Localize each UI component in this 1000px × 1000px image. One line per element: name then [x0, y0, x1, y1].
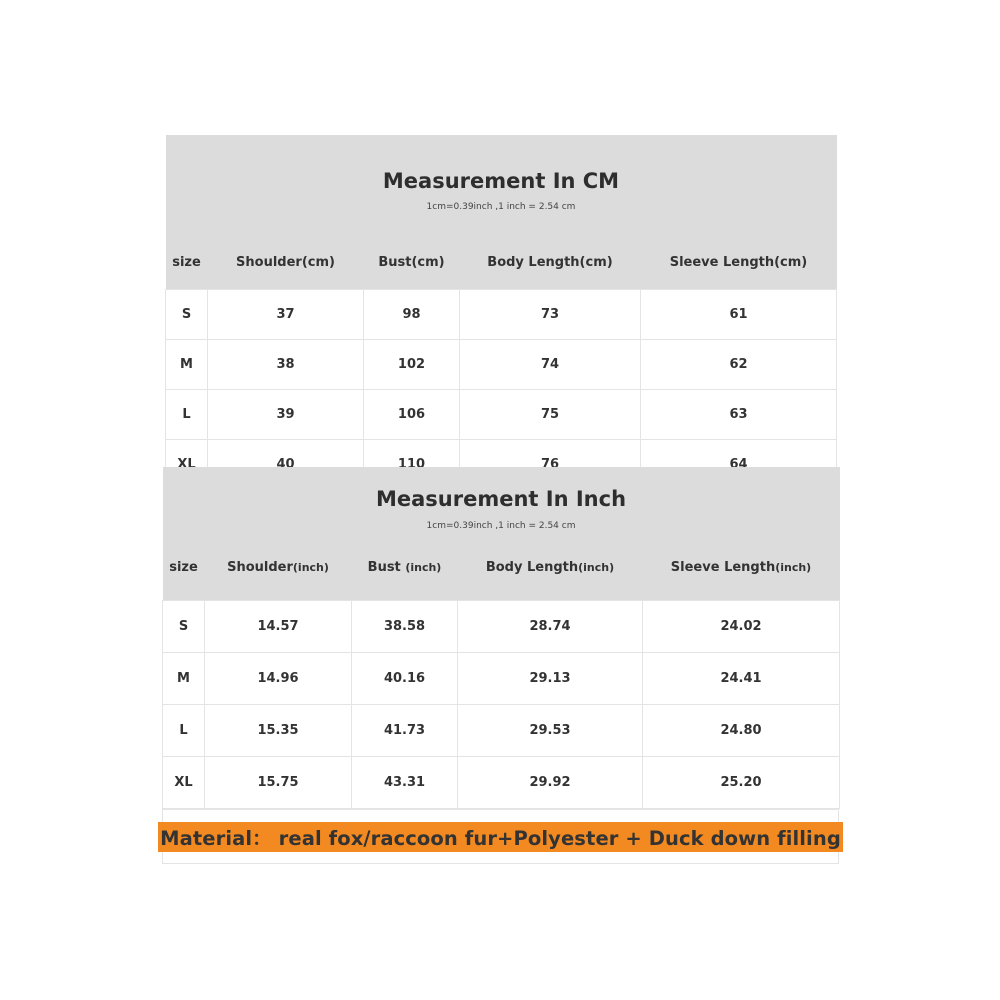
table-cell: 29.92 — [458, 757, 643, 809]
table-row — [163, 705, 840, 757]
header-label: Shoulder — [227, 560, 293, 575]
table-cell: 40 — [208, 440, 364, 490]
size-table-inch — [162, 467, 840, 809]
table-cell: L — [163, 705, 205, 757]
table-cell: 15.75 — [205, 757, 352, 809]
cm-conversion-note: 1cm=0.39inch ,1 inch = 2.54 cm — [426, 201, 576, 212]
material-text: Material： real fox/raccoon fur+Polyester + Duck down filling — [158, 822, 843, 852]
table-cell: M — [166, 340, 208, 390]
table-cell: 61 — [641, 290, 837, 340]
column-header-bust — [352, 535, 458, 601]
table-cell: 62 — [641, 340, 837, 390]
header-label: Bust — [367, 560, 406, 575]
table-cell: S — [166, 290, 208, 340]
table-cell: 14.57 — [205, 601, 352, 653]
table-cell: 24.02 — [643, 601, 840, 653]
table-cell: 43.31 — [352, 757, 458, 809]
material-note — [162, 809, 839, 864]
column-header-bust: Bust(cm) — [378, 254, 445, 270]
table-cell: 29.13 — [458, 653, 643, 705]
column-header-sleeve-length: Sleeve Length(cm) — [669, 254, 808, 270]
column-header-shoulder: Shoulder(cm) — [236, 254, 335, 270]
table-row — [163, 757, 840, 809]
table-cell: L — [166, 390, 208, 440]
table-cell: 40.16 — [352, 653, 458, 705]
table-cell: 102 — [364, 340, 460, 390]
header-label: Sleeve Length — [670, 560, 776, 575]
header-label: Body Length — [485, 560, 579, 575]
table-cell: 24.41 — [643, 653, 840, 705]
table-cell: XL — [163, 757, 205, 809]
table-cell: 38 — [208, 340, 364, 390]
table-cell: 64 — [641, 440, 837, 490]
table-row — [166, 290, 837, 340]
table-row — [166, 390, 837, 440]
table-cell: 37 — [208, 290, 364, 340]
inch-table-title: Measurement In Inch — [376, 487, 627, 511]
table-cell: 14.96 — [205, 653, 352, 705]
column-header-size — [163, 535, 205, 601]
table-cell: 110 — [364, 440, 460, 490]
table-cell: 38.58 — [352, 601, 458, 653]
table-cell: 63 — [641, 390, 837, 440]
table-cell: 73 — [460, 290, 641, 340]
table-cell: 29.53 — [458, 705, 643, 757]
size-table-cm — [165, 135, 837, 490]
table-row — [163, 601, 840, 653]
column-header-body-length: Body Length(cm) — [487, 254, 613, 270]
column-header-body-length — [458, 535, 643, 601]
table-cell: XL — [166, 440, 208, 490]
table-cell: 98 — [364, 290, 460, 340]
table-cell: M — [163, 653, 205, 705]
table-cell: 39 — [208, 390, 364, 440]
header-unit: (inch) — [578, 561, 615, 574]
table-cell: 25.20 — [643, 757, 840, 809]
cm-table-title: Measurement In CM — [382, 168, 620, 193]
table-cell: 75 — [460, 390, 641, 440]
inch-title-block — [163, 467, 840, 535]
header-label: size — [169, 560, 198, 575]
column-header-sleeve-length — [643, 535, 840, 601]
table-cell: 74 — [460, 340, 641, 390]
table-cell: 28.74 — [458, 601, 643, 653]
table-cell: 15.35 — [205, 705, 352, 757]
column-header-size: size — [172, 254, 201, 270]
table-row — [166, 340, 837, 390]
table-cell: 41.73 — [352, 705, 458, 757]
table-cell: S — [163, 601, 205, 653]
header-unit: (inch) — [775, 561, 812, 574]
table-cell: 24.80 — [643, 705, 840, 757]
table-row — [163, 653, 840, 705]
table-cell: 76 — [460, 440, 641, 490]
cm-title-block — [166, 135, 837, 235]
header-unit: (inch) — [405, 561, 442, 574]
header-unit: (inch) — [292, 561, 329, 574]
column-header-shoulder — [205, 535, 352, 601]
inch-conversion-note: 1cm=0.39inch ,1 inch = 2.54 cm — [426, 521, 576, 531]
table-cell: 106 — [364, 390, 460, 440]
